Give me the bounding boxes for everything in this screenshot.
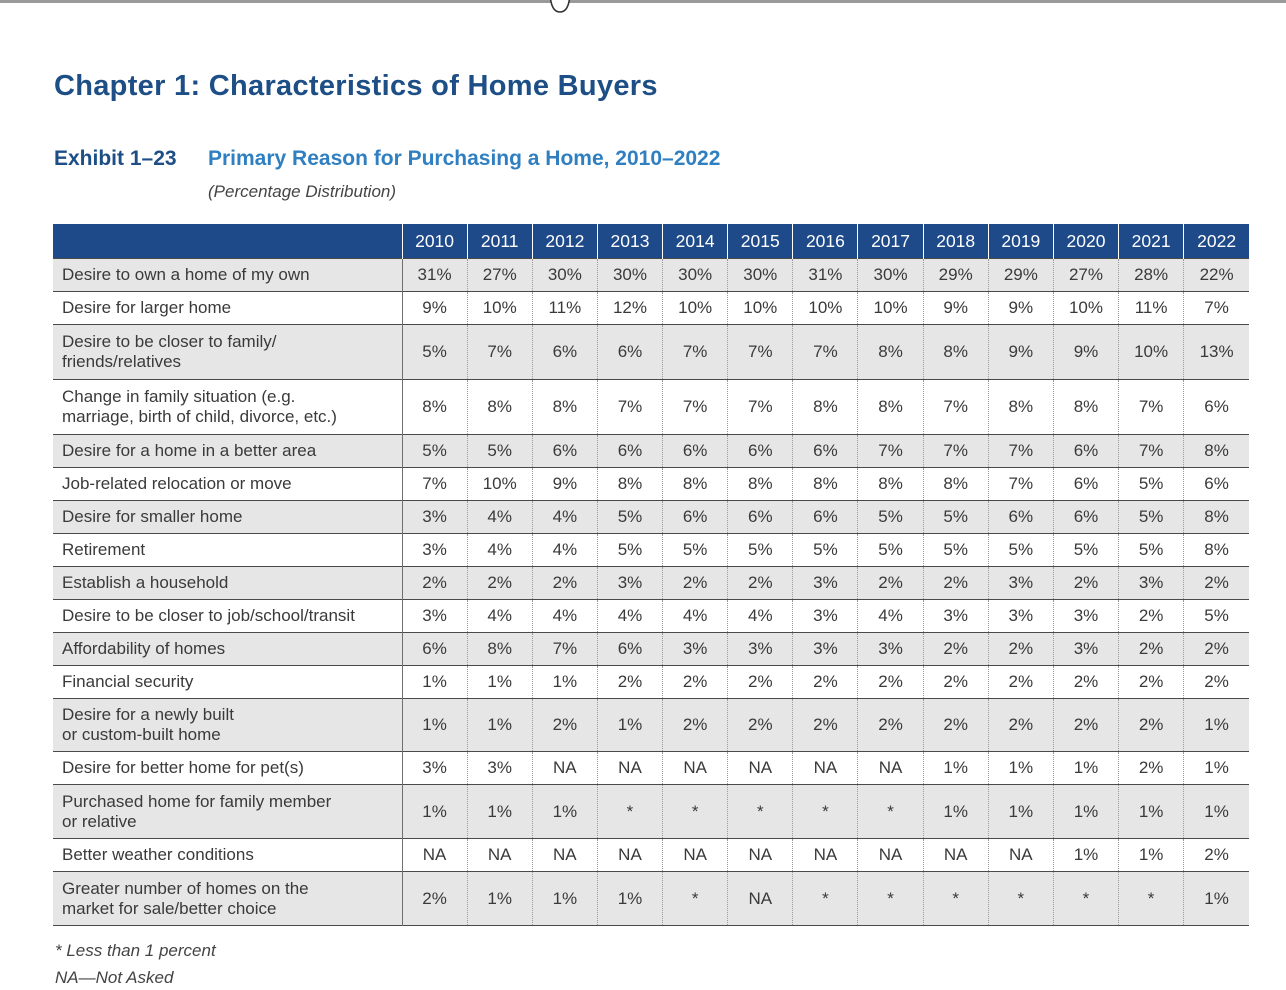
cell-value: 9% (1053, 325, 1118, 380)
cell-value: 3% (793, 600, 858, 633)
cell-value: * (663, 785, 728, 839)
cell-value: 1% (1119, 839, 1184, 872)
year-header-2015: 2015 (728, 224, 793, 259)
cell-value: 7% (923, 435, 988, 468)
row-label: Change in family situation (e.g. marriage, birth of child, divorce, etc.) (53, 380, 402, 435)
cell-value: NA (858, 839, 923, 872)
cell-value: 2% (1119, 699, 1184, 752)
cell-value: 7% (597, 380, 662, 435)
cell-value: 2% (728, 666, 793, 699)
cell-value: 2% (467, 567, 532, 600)
cell-value: 2% (663, 567, 728, 600)
cell-value: 2% (923, 567, 988, 600)
table-row (53, 259, 1249, 292)
exhibit-label: Exhibit 1–23 (54, 147, 177, 170)
cell-value: 5% (988, 534, 1053, 567)
cell-value: 2% (402, 872, 467, 926)
cell-value: 6% (597, 325, 662, 380)
cell-value: 6% (793, 435, 858, 468)
cell-value: 5% (1053, 534, 1118, 567)
cell-value: 7% (467, 325, 532, 380)
year-header-2019: 2019 (988, 224, 1053, 259)
year-header-2010: 2010 (402, 224, 467, 259)
cell-value: 3% (663, 633, 728, 666)
cell-value: 1% (467, 785, 532, 839)
cell-value: 6% (532, 325, 597, 380)
cell-value: 2% (858, 699, 923, 752)
reasons-table (53, 224, 1249, 926)
cell-value: 5% (1184, 600, 1249, 633)
year-header-2013: 2013 (597, 224, 662, 259)
cell-value: 5% (1119, 468, 1184, 501)
cell-value: 2% (858, 567, 923, 600)
cell-value: 1% (532, 666, 597, 699)
cell-value: 7% (988, 435, 1053, 468)
cell-value: NA (402, 839, 467, 872)
cell-value: 2% (1184, 839, 1249, 872)
cell-value: 4% (467, 534, 532, 567)
cell-value: 2% (1119, 600, 1184, 633)
cell-value: 2% (988, 633, 1053, 666)
cell-value: 5% (402, 435, 467, 468)
cell-value: 6% (1053, 501, 1118, 534)
cell-value: 2% (402, 567, 467, 600)
row-label: Desire for a home in a better area (53, 435, 402, 468)
cell-value: NA (597, 839, 662, 872)
cell-value: 2% (793, 699, 858, 752)
cell-value: * (728, 785, 793, 839)
cell-value: 9% (988, 325, 1053, 380)
cell-value: 10% (858, 292, 923, 325)
cell-value: 5% (1119, 534, 1184, 567)
cell-value: 10% (728, 292, 793, 325)
footnote-less-than: * Less than 1 percent (55, 941, 216, 960)
cell-value: 2% (923, 633, 988, 666)
row-label: Desire for a newly built or custom-built home (53, 699, 402, 752)
cell-value: 5% (597, 534, 662, 567)
year-header-2021: 2021 (1119, 224, 1184, 259)
cell-value: 8% (923, 325, 988, 380)
footnote-not-asked: NA—Not Asked (55, 968, 174, 987)
exhibit-subtitle: (Percentage Distribution) (208, 182, 397, 201)
cell-value: * (793, 785, 858, 839)
cell-value: 31% (793, 259, 858, 292)
cell-value: 8% (1184, 435, 1249, 468)
cell-value: 1% (597, 699, 662, 752)
cell-value: 8% (793, 380, 858, 435)
cell-value: 3% (858, 633, 923, 666)
cell-value: 10% (663, 292, 728, 325)
cell-value: NA (663, 752, 728, 785)
cell-value: 30% (597, 259, 662, 292)
cell-value: NA (532, 752, 597, 785)
cell-value: 8% (402, 380, 467, 435)
cell-value: 7% (532, 633, 597, 666)
row-label: Job-related relocation or move (53, 468, 402, 501)
row-label: Purchased home for family member or relative (53, 785, 402, 839)
cell-value: 9% (402, 292, 467, 325)
cell-value: NA (728, 752, 793, 785)
header-corner-cell (53, 224, 402, 259)
cell-value: 5% (858, 501, 923, 534)
cell-value: 2% (1184, 633, 1249, 666)
cell-value: 3% (1053, 633, 1118, 666)
row-label: Better weather conditions (53, 839, 402, 872)
cell-value: 5% (858, 534, 923, 567)
cell-value: * (988, 872, 1053, 926)
row-label: Affordability of homes (53, 633, 402, 666)
cell-value: 30% (728, 259, 793, 292)
cell-value: 6% (1053, 435, 1118, 468)
cell-value: 12% (597, 292, 662, 325)
cell-value: 4% (858, 600, 923, 633)
cell-value: 9% (988, 292, 1053, 325)
cell-value: NA (793, 752, 858, 785)
table-row (53, 633, 1249, 666)
cell-value: 30% (858, 259, 923, 292)
table-row (53, 435, 1249, 468)
cell-value: 1% (1184, 785, 1249, 839)
cell-value: 3% (467, 752, 532, 785)
row-label: Greater number of homes on the market for sale/better choice (53, 872, 402, 926)
cell-value: 7% (1119, 380, 1184, 435)
cell-value: 7% (402, 468, 467, 501)
cell-value: 8% (663, 468, 728, 501)
cell-value: 22% (1184, 259, 1249, 292)
table-row (53, 872, 1249, 926)
cell-value: 3% (1053, 600, 1118, 633)
year-header-2017: 2017 (858, 224, 923, 259)
cell-value: 1% (1184, 872, 1249, 926)
cell-value: NA (728, 839, 793, 872)
cell-value: 1% (402, 699, 467, 752)
cell-value: 8% (1184, 501, 1249, 534)
cell-value: * (597, 785, 662, 839)
cell-value: NA (793, 839, 858, 872)
cell-value: 1% (988, 752, 1053, 785)
cell-value: 4% (532, 534, 597, 567)
cell-value: 2% (1184, 567, 1249, 600)
cell-value: NA (467, 839, 532, 872)
cell-value: 7% (858, 435, 923, 468)
table-row (53, 699, 1249, 752)
cell-value: 6% (1053, 468, 1118, 501)
year-header-2018: 2018 (923, 224, 988, 259)
cell-value: 1% (402, 785, 467, 839)
cell-value: 2% (532, 567, 597, 600)
year-header-2022: 2022 (1184, 224, 1249, 259)
cell-value: 1% (1184, 699, 1249, 752)
cell-value: 6% (597, 435, 662, 468)
cell-value: 2% (728, 699, 793, 752)
table-row (53, 380, 1249, 435)
row-label: Desire to own a home of my own (53, 259, 402, 292)
cell-value: 8% (532, 380, 597, 435)
table-row (53, 325, 1249, 380)
cell-value: 4% (467, 600, 532, 633)
cell-value: 3% (988, 600, 1053, 633)
cell-value: 6% (402, 633, 467, 666)
cell-value: 9% (532, 468, 597, 501)
cell-value: 2% (663, 699, 728, 752)
table-row (53, 600, 1249, 633)
row-label: Retirement (53, 534, 402, 567)
cell-value: 2% (988, 666, 1053, 699)
cell-value: 7% (1119, 435, 1184, 468)
cell-value: NA (728, 872, 793, 926)
cell-value: * (663, 872, 728, 926)
table-row (53, 567, 1249, 600)
cell-value: 4% (467, 501, 532, 534)
cell-value: 7% (663, 380, 728, 435)
cell-value: 5% (728, 534, 793, 567)
cell-value: 1% (467, 666, 532, 699)
table-row (53, 468, 1249, 501)
cell-value: 1% (1053, 839, 1118, 872)
cell-value: 1% (923, 752, 988, 785)
cell-value: 4% (663, 600, 728, 633)
cell-value: 8% (467, 380, 532, 435)
cell-value: 3% (1119, 567, 1184, 600)
table-header-row (53, 224, 1249, 259)
cell-value: * (858, 872, 923, 926)
cell-value: 8% (923, 468, 988, 501)
cell-value: 2% (858, 666, 923, 699)
cell-value: 1% (467, 699, 532, 752)
cell-value: 5% (1119, 501, 1184, 534)
cell-value: 2% (663, 666, 728, 699)
cell-value: 11% (1119, 292, 1184, 325)
cell-value: 3% (402, 534, 467, 567)
row-label: Desire to be closer to job/school/transit (53, 600, 402, 633)
cell-value: 8% (988, 380, 1053, 435)
cell-value: * (1119, 872, 1184, 926)
cell-value: 27% (467, 259, 532, 292)
cell-value: 10% (467, 468, 532, 501)
cell-value: 1% (532, 872, 597, 926)
row-label: Desire to be closer to family/ friends/relatives (53, 325, 402, 380)
cell-value: 29% (923, 259, 988, 292)
cell-value: 6% (988, 501, 1053, 534)
cell-value: 6% (597, 633, 662, 666)
cell-value: 1% (1053, 752, 1118, 785)
cell-value: 1% (532, 785, 597, 839)
cell-value: 2% (532, 699, 597, 752)
cell-value: 13% (1184, 325, 1249, 380)
cell-value: 8% (858, 325, 923, 380)
cell-value: 6% (793, 501, 858, 534)
cell-value: 6% (728, 435, 793, 468)
cell-value: 5% (402, 325, 467, 380)
table-row (53, 752, 1249, 785)
cell-value: 3% (988, 567, 1053, 600)
table-row (53, 534, 1249, 567)
cell-value: 27% (1053, 259, 1118, 292)
cell-value: 2% (988, 699, 1053, 752)
cell-value: 7% (663, 325, 728, 380)
row-label: Desire for larger home (53, 292, 402, 325)
cell-value: 3% (402, 600, 467, 633)
cell-value: 6% (728, 501, 793, 534)
cell-value: 1% (1119, 785, 1184, 839)
cell-value: 11% (532, 292, 597, 325)
cell-value: 2% (1119, 666, 1184, 699)
table-row (53, 666, 1249, 699)
cell-value: 6% (663, 501, 728, 534)
year-header-2012: 2012 (532, 224, 597, 259)
cell-value: 8% (858, 468, 923, 501)
cell-value: NA (663, 839, 728, 872)
cell-value: * (1053, 872, 1118, 926)
cell-value: 4% (597, 600, 662, 633)
year-header-2020: 2020 (1053, 224, 1118, 259)
cell-value: 2% (1119, 633, 1184, 666)
cell-value: 10% (1053, 292, 1118, 325)
table-row (53, 785, 1249, 839)
cell-value: 6% (1184, 468, 1249, 501)
cell-value: 1% (467, 872, 532, 926)
year-header-2011: 2011 (467, 224, 532, 259)
cell-value: 1% (402, 666, 467, 699)
cell-value: 2% (793, 666, 858, 699)
cell-value: 7% (728, 325, 793, 380)
cell-value: NA (597, 752, 662, 785)
cell-value: 10% (467, 292, 532, 325)
cell-value: 4% (728, 600, 793, 633)
cell-value: 2% (1053, 567, 1118, 600)
cell-value: 8% (858, 380, 923, 435)
cell-value: 10% (793, 292, 858, 325)
cell-value: 8% (467, 633, 532, 666)
cell-value: 10% (1119, 325, 1184, 380)
cell-value: 7% (923, 380, 988, 435)
cell-value: 1% (597, 872, 662, 926)
cell-value: 7% (728, 380, 793, 435)
cell-value: 6% (663, 435, 728, 468)
year-header-2014: 2014 (663, 224, 728, 259)
cell-value: 6% (532, 435, 597, 468)
cell-value: 3% (402, 752, 467, 785)
cell-value: 6% (1184, 380, 1249, 435)
cell-value: 5% (923, 534, 988, 567)
cell-value: 2% (923, 666, 988, 699)
cell-value: 4% (532, 501, 597, 534)
cell-value: 2% (923, 699, 988, 752)
cell-value: 3% (728, 633, 793, 666)
cell-value: 8% (793, 468, 858, 501)
cell-value: 8% (597, 468, 662, 501)
table-row (53, 292, 1249, 325)
row-label: Desire for smaller home (53, 501, 402, 534)
cell-value: 4% (532, 600, 597, 633)
cell-value: 7% (793, 325, 858, 380)
row-label: Establish a household (53, 567, 402, 600)
row-label: Desire for better home for pet(s) (53, 752, 402, 785)
cell-value: 9% (923, 292, 988, 325)
cell-value: 8% (1053, 380, 1118, 435)
cell-value: 3% (923, 600, 988, 633)
cell-value: * (923, 872, 988, 926)
exhibit-title: Primary Reason for Purchasing a Home, 2010–2022 (208, 147, 721, 170)
cell-value: 28% (1119, 259, 1184, 292)
cell-value: NA (858, 752, 923, 785)
cell-value: 2% (1053, 666, 1118, 699)
top-rule (0, 0, 1286, 3)
cell-value: * (793, 872, 858, 926)
cell-value: 3% (597, 567, 662, 600)
hand-cursor-icon (546, 0, 574, 16)
table-row (53, 839, 1249, 872)
cell-value: * (858, 785, 923, 839)
cell-value: 29% (988, 259, 1053, 292)
cell-value: 3% (793, 567, 858, 600)
cell-value: 3% (793, 633, 858, 666)
cell-value: 2% (1053, 699, 1118, 752)
cell-value: 30% (663, 259, 728, 292)
cell-value: NA (532, 839, 597, 872)
cell-value: 2% (728, 567, 793, 600)
cell-value: 2% (1184, 666, 1249, 699)
cell-value: 1% (1184, 752, 1249, 785)
cell-value: 8% (728, 468, 793, 501)
cell-value: NA (988, 839, 1053, 872)
cell-value: 5% (597, 501, 662, 534)
cell-value: 8% (1184, 534, 1249, 567)
cell-value: 5% (923, 501, 988, 534)
cell-value: 1% (923, 785, 988, 839)
row-label: Financial security (53, 666, 402, 699)
year-header-2016: 2016 (793, 224, 858, 259)
cell-value: 5% (467, 435, 532, 468)
cell-value: 7% (1184, 292, 1249, 325)
cell-value: 7% (988, 468, 1053, 501)
cell-value: 5% (663, 534, 728, 567)
cell-value: 1% (1053, 785, 1118, 839)
cell-value: 31% (402, 259, 467, 292)
cell-value: 3% (402, 501, 467, 534)
cell-value: 30% (532, 259, 597, 292)
cell-value: 2% (1119, 752, 1184, 785)
cell-value: 2% (597, 666, 662, 699)
cell-value: NA (923, 839, 988, 872)
chapter-title: Chapter 1: Characteristics of Home Buyers (54, 70, 658, 102)
cell-value: 5% (793, 534, 858, 567)
cell-value: 1% (988, 785, 1053, 839)
table-row (53, 501, 1249, 534)
